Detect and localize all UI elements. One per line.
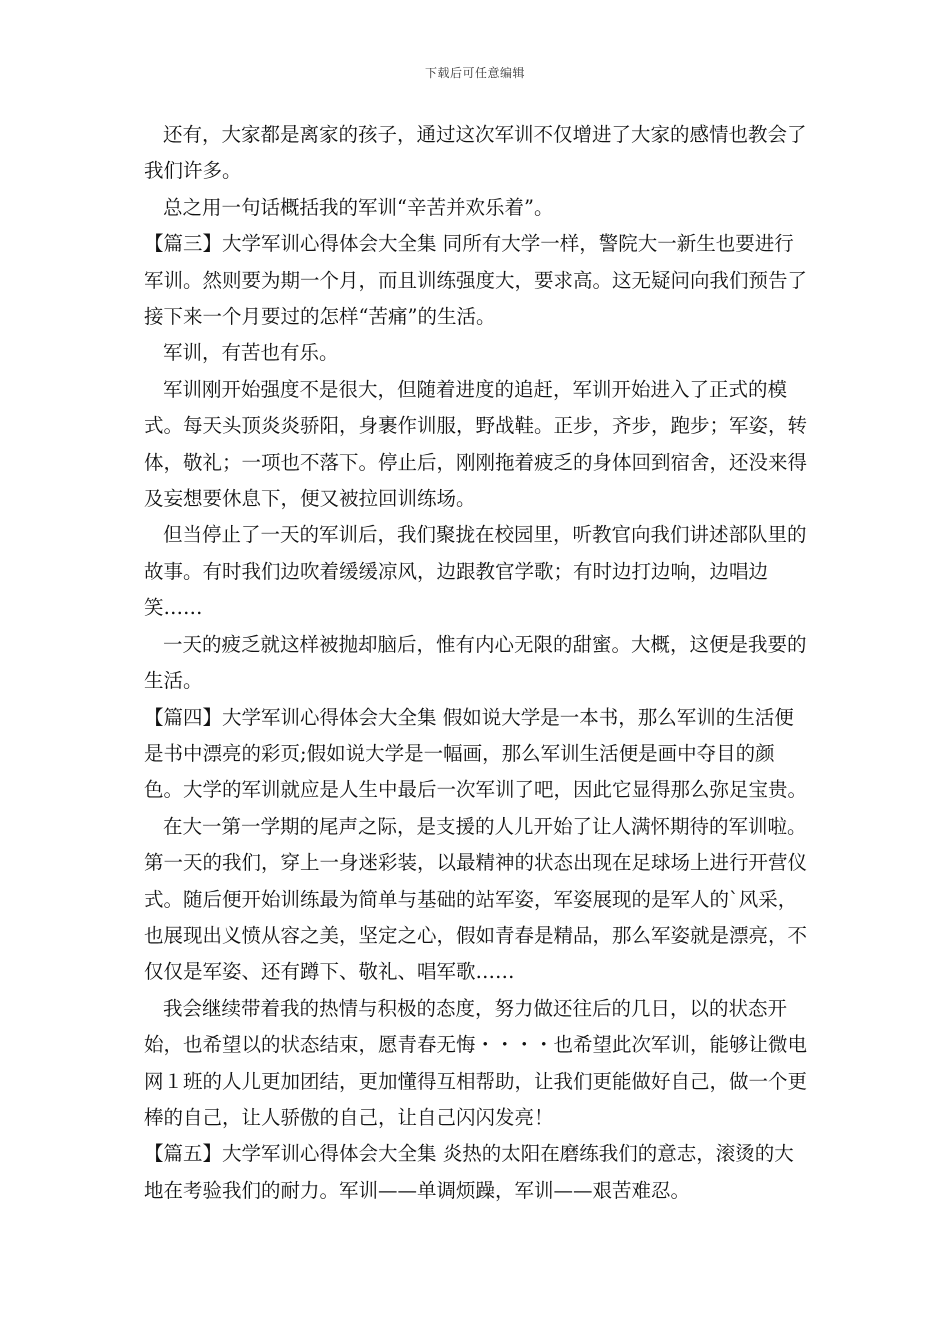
section-paragraph: 【篇三】大学军训心得体会大全集 同所有大学一样，警院大一新生也要进行军训。然则要为期一个月，而且训练强度大，要求高。这无疑问向我们预告了接下来一个月要过的怎样“苦痛”的生活。	[144, 232, 808, 329]
page-header: 下载后可任意编辑	[424, 66, 525, 80]
paragraph: 军训刚开始强度不是很大，但随着进度的追赶，军训开始进入了正式的模式。每天头顶炎炎骄阳，身裹作训服，野战鞋。正步，齐步，跑步；军姿，转体，敬礼；一项也不落下。停止后，刚刚拖着疲乏的身体回到宿舍，还没来得及妄想要休息下，便又被拉回训练场。	[144, 377, 808, 511]
section-paragraph: 【篇五】大学军训心得体会大全集 炎热的太阳在磨练我们的意志，滚烫的大地在考验我们的耐力。军训——单调烦躁，军训——艰苦难忍。	[144, 1142, 794, 1202]
paragraph: 军训，有苦也有乐。	[163, 341, 339, 365]
paragraph: 在大一第一学期的尾声之际，是支援的人儿开始了让人满怀期待的军训啦。第一天的我们，穿上一身迷彩装，以最精神的状态出现在足球场上进行开营仪式。随后便开始训练最为简单与基础的站军姿，军姿展现的是军人的`风采，也展现出义愤从容之美，坚定之心，假如青春是精品，那么军姿就是漂亮，不仅仅是军姿、还有蹲下、敬礼、唱军歌……	[144, 814, 808, 984]
paragraph: 总之用一句话概括我的军训“辛苦并欢乐着”。	[163, 195, 554, 219]
paragraph: 我会继续带着我的热情与积极的态度，努力做还往后的几日，以的状态开始，也希望以的状态结束，愿青春无悔・・・・也希望此次军训，能够让微电网１班的人儿更加团结，更加懂得互相帮助，让我们更能做好自己，做一个更棒的自己，让人骄傲的自己，让自己闪闪发亮！	[144, 996, 808, 1129]
paragraph: 还有，大家都是离家的孩子，通过这次军训不仅增进了大家的感情也教会了我们许多。	[144, 123, 807, 183]
paragraph: 但当停止了一天的军训后，我们聚拢在校园里，听教官向我们讲述部队里的故事。有时我们边吹着缓缓凉风，边跟教官学歌；有时边打边响，边唱边笑……	[144, 523, 807, 620]
section-paragraph: 【篇四】大学军训心得体会大全集 假如说大学是一本书，那么军训的生活便是书中漂亮的彩页;假如说大学是一幅画，那么军训生活便是画中夺目的颜色。大学的军训就应是人生中最后一次军训了吧，因此它显得那么弥足宝贵。	[144, 705, 808, 802]
document-body	[144, 117, 810, 1209]
paragraph: 一天的疲乏就这样被抛却脑后，惟有内心无限的甜蜜。大概，这便是我要的生活。	[144, 632, 807, 693]
